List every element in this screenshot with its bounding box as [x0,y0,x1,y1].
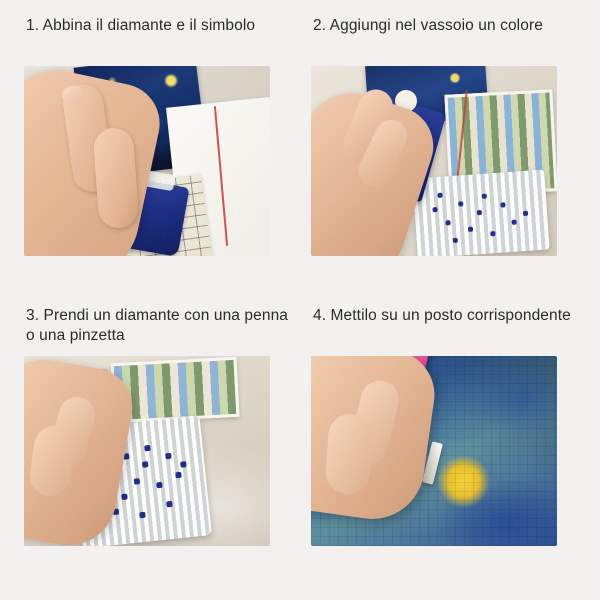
step-4 [311,306,576,590]
step-4-photo [311,356,557,546]
step-3-photo [24,356,270,546]
step-2 [311,16,576,300]
step-4-image [311,356,557,546]
step-3 [24,306,289,590]
step-4-caption: 4. Mettilo su un posto corrispondente [313,307,571,324]
step-1 [24,16,289,300]
fingernail [61,84,85,105]
step-3-image [24,356,270,546]
step-2-photo [311,66,557,256]
step-2-caption: 2. Aggiungi nel vassoio un colore [313,17,543,34]
step-1-caption: 1. Abbina il diamante e il simbolo [26,17,256,34]
step-1-image [24,66,270,256]
step-1-photo [24,66,270,256]
finger-thumb [324,413,373,496]
step-2-image [311,66,557,256]
step-3-caption: 3. Prendi un diamante con una penna o una pinzetta [26,307,289,345]
grooved-tray [412,169,549,256]
finger-middle [93,127,140,230]
